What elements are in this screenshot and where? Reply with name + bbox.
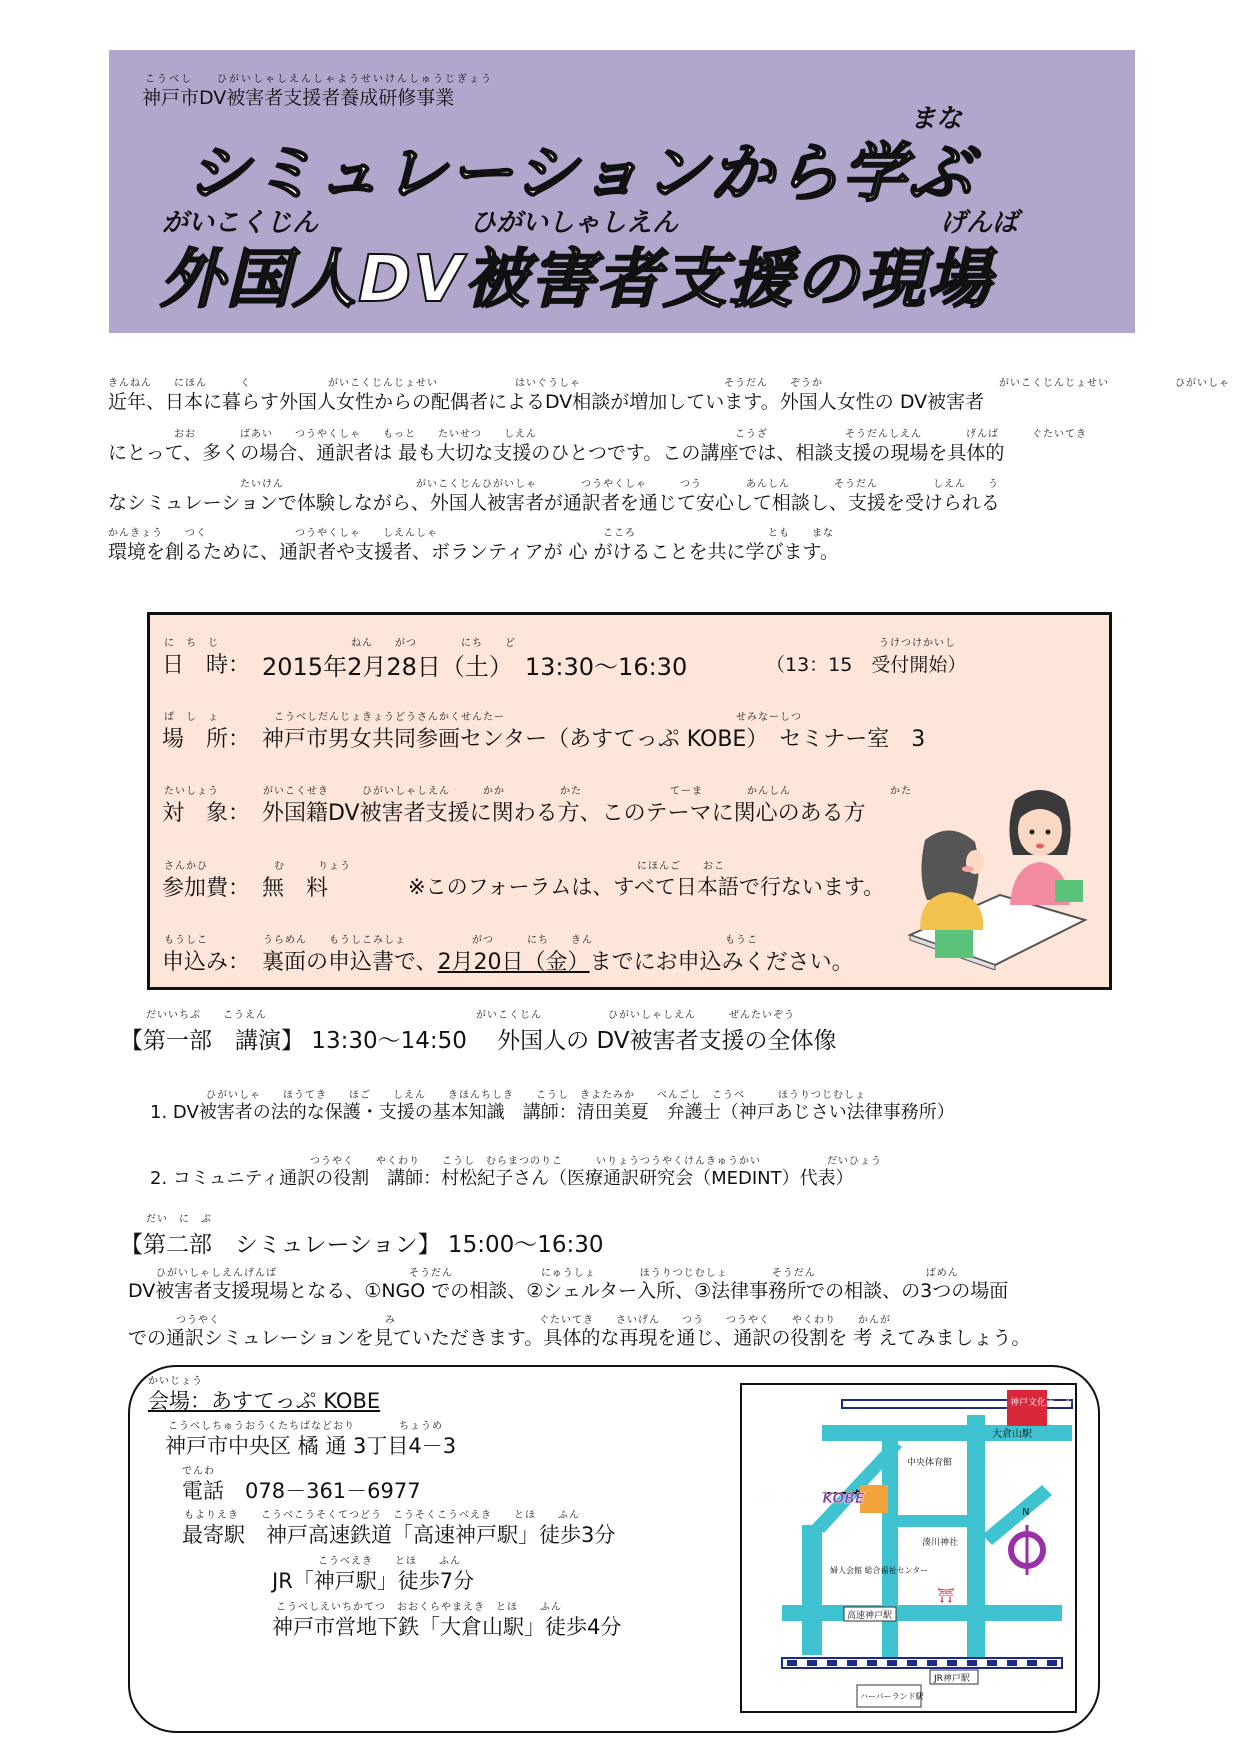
intro-furigana-2: おお ばあい つうやくしゃ もっと たいせつ しえん こうざ そうだんしえん げんば ぐたいてき: [108, 429, 1087, 440]
intro-line-4: 環境を創るために、通訳者や支援者、ボランティアが 心 がけることを共に学びます。: [108, 541, 840, 563]
station1: 最寄駅 神戸高速鉄道「高速神戸駅」徒歩3分: [182, 1523, 616, 1547]
fee-value: 無 料: [262, 876, 329, 901]
place-value: 神戸市男女共同参画センター（あすてっぷ KOBE） セミナー室 3: [262, 727, 926, 752]
part2-furigana: だい に ぶ: [146, 1214, 212, 1225]
intro-line-2: にとって、多くの場合、通訳者は 最も大切な支援のひとつです。この講座では、相談支援の現場を具体的: [108, 442, 1005, 464]
title1-furigana: まな: [910, 104, 963, 134]
venue-label-furigana: かいじょう: [148, 1376, 203, 1387]
target-value: 外国籍DV被害者支援に関わる方、このテーマに関心のある方: [262, 801, 866, 826]
part2-body2-furigana: つうやく み ぐたいてき さいげん つう つうやく やくわり かんが: [176, 1315, 891, 1326]
map-label-jr-kobe: JR神戸駅: [934, 1674, 970, 1684]
station1-furigana: もよりえき こうべこうそくてつどう こうそくこうべえき とほ ふん: [184, 1510, 580, 1521]
access-map-drawing: [742, 1385, 1075, 1711]
title2-furigana-a: がいこくじん: [162, 208, 319, 238]
part1-item2: 2. コミュニティ通訳の役割 講師：村松紀子さん（医療通訳研究会（MEDINT）代表）: [150, 1168, 854, 1189]
part1-item1-furigana: ひがいしゃ ほうてき ほご しえん きほんちしき こうし きよたみか べんごし こうべ ほうりつじむしょ: [206, 1090, 866, 1101]
target-furigana: たいしょう がいこくせき ひがいしゃしえん かか かた てーま かんしん かた: [164, 786, 912, 797]
fee-furigana: さんかひ む りょう にほんご おこ: [164, 861, 725, 872]
map-label-fujin-kaikan: 婦人会館 総合福祉センター: [830, 1566, 929, 1575]
part2-body-line1: DV被害者支援現場となる、①NGO での相談、②シェルター入所、③法律事務所での相談、の3つの場面: [128, 1280, 1009, 1302]
venue-label: 会場：あすてっぷ KOBE: [148, 1389, 381, 1413]
date-furigana: に ち じ ねん がつ にち ど うけつけかいし: [164, 638, 956, 649]
place-label: 場 所：: [162, 727, 251, 752]
title2-furigana-c: げんば: [940, 208, 1019, 238]
apply-value: [262, 945, 854, 976]
intro-line-3: なシミュレーションで体験しながら、外国人被害者が通訳者を通じて安心して相談し、支援を受けられる: [108, 492, 1000, 514]
map-label-north: N: [1022, 1507, 1030, 1518]
station2-furigana: こうべえき とほ ふん: [318, 1556, 461, 1567]
map-label-harborland: ハーバーランド駅: [860, 1692, 924, 1701]
part1-furigana: だいいちぶ こうえん がいこくじん ひがいしゃしえん ぜんたいぞう: [146, 1010, 795, 1021]
intro-furigana-3: たいけん がいこくじんひがいしゃ つうやくしゃ つう あんしん そうだん しえん う: [108, 479, 999, 490]
title-line2: 外国人DV被害者支援の現場: [160, 243, 993, 317]
map-label-minatogawa: 湊川神社: [922, 1538, 959, 1548]
title-line1: シミュレーションから学ぶ: [186, 137, 975, 211]
venue-address: 神戸市中央区 橘 通 3丁目4－3: [165, 1434, 457, 1458]
consultation-illustration: [905, 780, 1095, 970]
station3: 神戸市営地下鉄「大倉山駅」徒歩4分: [272, 1615, 622, 1639]
part1-item2-furigana: つうやく やくわり こうし むらまつのりこ いりょうつうやくけんきゅうかい だいひょう: [310, 1156, 882, 1167]
venue-tel-furigana: でんわ: [182, 1466, 215, 1477]
apply-furigana: もうしこ うらめん もうしこみしょ がつ にち きん もうこ: [164, 935, 758, 946]
svg-text:⛩: ⛩: [937, 1588, 955, 1604]
intro-line-1: 近年、日本に暮らす外国人女性からの配偶者によるDV相談が増加しています。外国人女性の DV被害者: [108, 391, 985, 413]
apply-label: 申込み：: [162, 950, 251, 975]
fee-note: ※このフォーラムは、すべて日本語で行ないます。: [408, 875, 885, 899]
venue-address-furigana: こうべしちゅうおうくたちばなどおり ちょうめ: [168, 1421, 443, 1432]
place-furigana: ば し ょ こうべしだんじょきょうどうさんかくせんたー せみなーしつ: [164, 712, 802, 723]
map-label-okurayama: 大倉山駅: [992, 1429, 1032, 1440]
intro-furigana-4: かんきょう つく つうやくしゃ しえんしゃ こころ とも まな: [108, 528, 834, 539]
apply-text-a: 裏面の申込書で、: [262, 950, 438, 975]
title2-furigana-b: ひがいしゃしえん: [470, 208, 679, 238]
station3-furigana: こうべしえいちかてつ おおくらやまえき とほ ふん: [276, 1602, 562, 1613]
station2: JR「神戸駅」徒歩7分: [272, 1569, 475, 1593]
intro-furigana-1: きんねん にほん く がいこくじんじょせい はいぐうしゃ そうだん ぞうか がいこくじんじょせい ひがいしゃ: [108, 378, 1230, 389]
part2-body-line2: での通訳シミュレーションを見ていただきます。具体的な再現を通じ、通訳の役割を 考 えてみましょう。: [128, 1327, 1031, 1349]
subtitle: 神戸市DV被害者支援者養成研修事業: [142, 87, 455, 109]
fee-label: 参加費：: [162, 876, 251, 901]
apply-deadline: 2月20日（金）: [437, 950, 590, 975]
venue-tel: 電話 078－361－6977: [182, 1479, 421, 1503]
date-note: （13：15 受付開始）: [766, 654, 967, 676]
part2-heading: 【第二部 シミュレーション】 15:00～16:30: [120, 1232, 604, 1258]
part1-heading: 【第一部 講演】 13:30～14:50 外国人の DV被害者支援の全体像: [120, 1028, 837, 1054]
date-value: 2015年2月28日（土） 13:30～16:30: [262, 653, 688, 681]
map-label-kosoku-kobe: 高速神戸駅: [847, 1611, 893, 1621]
part1-item1: 1. DV被害者の法的な保護・支援の基本知識 講師：清田美夏 弁護士（神戸あじさい法律事務所）: [150, 1102, 955, 1123]
part2-body1-furigana: ひがいしゃしえんげんば そうだん にゅうしょ ほうりつじむしょ そうだん ばめん: [156, 1268, 959, 1279]
subtitle-furigana: こうべし ひがいしゃしえんしゃようせいけんしゅうじぎょう: [145, 74, 493, 85]
date-label: 日 時：: [162, 653, 251, 678]
target-label: 対 象：: [162, 801, 251, 826]
map-label-gym: 中央体育館: [907, 1458, 953, 1468]
apply-text-b: までにお申込みください。: [589, 950, 854, 975]
map-asutepp-logo: あすてっぷKOBE: [752, 1491, 865, 1507]
map-label-bunka-hall: 神戸文化ホール: [1010, 1398, 1073, 1408]
